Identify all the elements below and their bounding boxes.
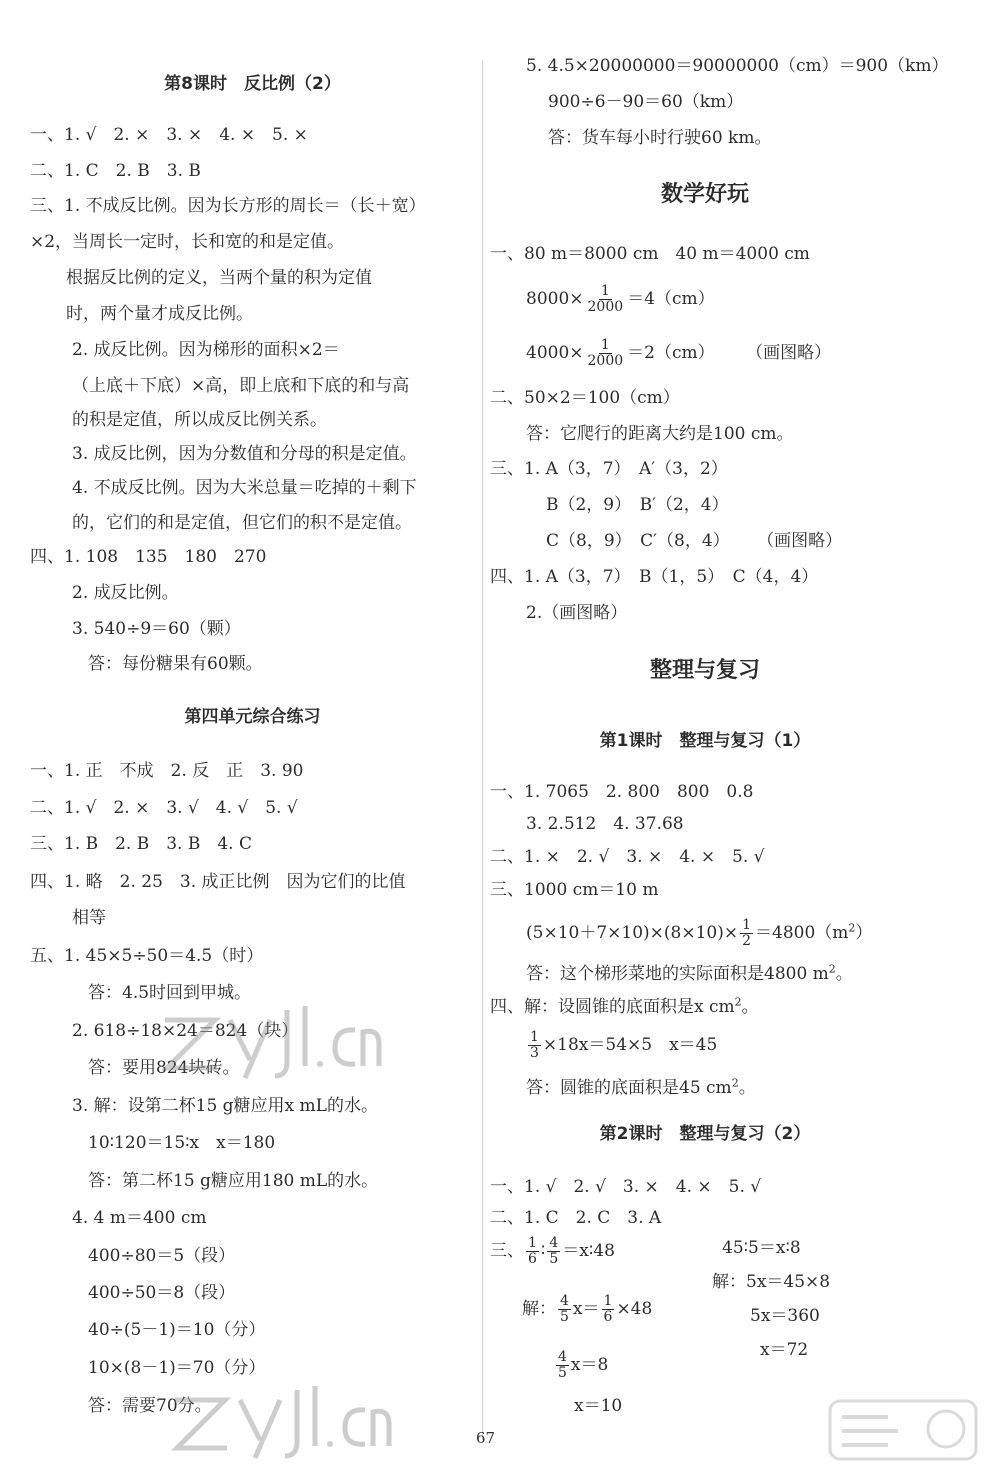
l8-q3-2b: （上底＋下底）×高，即上底和下底的和与高 xyxy=(72,376,410,396)
u4-q5-1-answer: 答：4.5时回到甲城。 xyxy=(88,983,252,1003)
l8-q4-1: 四、1. 108 135 180 270 xyxy=(30,547,267,567)
r2-q1: 一、1. √ 2. √ 3. × 4. × 5. √ xyxy=(490,1177,762,1197)
l8-q3-3: 3. 成反比例，因为分数值和分母的积是定值。 xyxy=(72,444,417,464)
u4-q5-4-answer: 答：需要70分。 xyxy=(88,1396,212,1416)
r2-q3-b-step2: 5x＝360 xyxy=(750,1306,820,1326)
l8-q3-4a: 4. 不成反比例。因为大米总量＝吃掉的＋剩下 xyxy=(72,478,417,498)
l8-q3-1b: ×2，当周长一定时，长和宽的和是定值。 xyxy=(30,232,345,252)
review-lesson2-heading: 第2课时 整理与复习（2） xyxy=(599,1124,811,1144)
l8-q3-1d: 时，两个量才成反比例。 xyxy=(66,304,253,324)
l8-q1: 一、1. √ 2. × 3. × 4. × 5. × xyxy=(30,125,308,145)
l8-q4-3-answer: 答：每份糖果有60颗。 xyxy=(88,654,263,674)
u4-q5-4c: 40÷(5－1)＝10（分） xyxy=(88,1320,266,1340)
fraction-1-3: $\frac{1}{3}$ xyxy=(530,1029,539,1061)
u4-q3: 三、1. B 2. B 3. B 4. C xyxy=(30,834,252,854)
fraction-1-2000: $\frac{1}{2000}$ xyxy=(587,337,624,369)
l8-q4-3: 3. 540÷9＝60（颗） xyxy=(72,619,241,639)
r1-q4: 四、解：设圆锥的底面积是x $cm^2$。 xyxy=(490,995,759,1017)
r2-q3-b-step3: x＝72 xyxy=(760,1340,809,1360)
fraction-4-5: $\frac{4}{5}$ xyxy=(558,1349,567,1381)
u4-q5-2-answer: 答：要用824块砖。 xyxy=(88,1058,240,1078)
r2-q3-step1: 解： $\frac{4}{5}$ x＝ $\frac{1}{6}$ ×48 xyxy=(522,1293,653,1325)
r1-q4-eq: $\frac{1}{3}$ ×18x＝54×5 x＝45 xyxy=(530,1029,718,1061)
r2-q3-b: 45∶5＝x∶8 xyxy=(722,1238,801,1258)
unit4-heading: 第四单元综合练习 xyxy=(184,707,321,727)
fun-q4-2: 2.（画图略） xyxy=(526,603,628,623)
r-q5-answer: 答：货车每小时行驶60 km。 xyxy=(548,128,772,148)
page-number: 67 xyxy=(476,1429,496,1447)
u4-q1: 一、1. 正 不成 2. 反 正 3. 90 xyxy=(30,761,304,781)
l8-q2: 二、1. C 2. B 3. B xyxy=(30,161,201,181)
l8-q3-1c: 根据反比例的定义，当两个量的积为定值 xyxy=(66,268,372,288)
u4-q5-1: 五、1. 45×5÷50＝4.5（时） xyxy=(30,946,264,966)
u4-q4a: 四、1. 略 2. 25 3. 成正比例 因为它们的比值 xyxy=(30,872,406,892)
r2-q3-a: 三、 $\frac{1}{6}$ ∶ $\frac{4}{5}$ ＝x∶48 xyxy=(490,1235,615,1267)
column-divider xyxy=(482,60,483,1440)
fun-q3-1c: C（8，9） C′（8，4） （画图略） xyxy=(546,531,843,551)
fraction-4-5: $\frac{4}{5}$ xyxy=(549,1235,559,1267)
l8-q4-2: 2. 成反比例。 xyxy=(72,583,179,603)
r2-q2: 二、1. C 2. C 3. A xyxy=(490,1208,662,1228)
r1-q1b: 3. 2.512 4. 37.68 xyxy=(526,814,684,834)
u4-q2: 二、1. √ 2. × 3. √ 4. √ 5. √ xyxy=(30,798,298,818)
u4-q5-4b: 400÷50＝8（段） xyxy=(88,1283,236,1303)
fun-q3-1a: 三、1. A（3，7） A′（3，2） xyxy=(490,459,728,479)
l8-q3-2c: 的积是定值，所以成反比例关系。 xyxy=(72,410,327,430)
fraction-4-5: $\frac{4}{5}$ xyxy=(560,1293,569,1325)
r1-q3-answer: 答：这个梯形菜地的实际面积是4800 $m^2$。 xyxy=(526,962,853,984)
u4-q5-3-eq: 10∶120＝15∶x x＝180 xyxy=(88,1133,276,1153)
l8-q3-4b: 的，它们的和是定值，但它们的积不是定值。 xyxy=(72,513,412,533)
lesson8-heading: 第8课时 反比例（2） xyxy=(164,74,341,94)
watermark-logo-icon xyxy=(828,1395,978,1465)
fun-q1b: 4000× $\frac{1}{2000}$ ＝2（cm） （画图略） xyxy=(526,337,832,369)
u4-q5-3: 3. 解：设第二杯15 g糖应用x mL的水。 xyxy=(72,1096,378,1116)
r1-q3: 三、1000 cm＝10 m xyxy=(490,880,659,900)
fun-q2-answer: 答：它爬行的距离大约是100 cm。 xyxy=(526,424,794,444)
r-q5b: 900÷6－90＝60（km） xyxy=(548,92,744,112)
fun-q1a: 8000× $\frac{1}{2000}$ ＝4（cm） xyxy=(526,283,715,315)
fraction-1-2: $\frac{1}{2}$ xyxy=(742,917,752,949)
fun-math-heading: 数学好玩 xyxy=(660,182,749,207)
u4-q5-4: 4. 4 m＝400 cm xyxy=(72,1208,207,1228)
l8-q3-1a: 三、1. 不成反比例。因为长方形的周长＝（长＋宽） xyxy=(30,196,426,216)
l8-q3-2a: 2. 成反比例。因为梯形的面积×2＝ xyxy=(72,340,340,360)
r1-q1a: 一、1. 7065 2. 800 800 0.8 xyxy=(490,782,754,802)
u4-q5-4d: 10×(8－1)＝70（分） xyxy=(88,1358,266,1378)
watermark-zyjl-icon xyxy=(155,1000,385,1080)
fun-q1: 一、80 m＝8000 cm 40 m＝4000 cm xyxy=(490,244,810,264)
u4-q4b: 相等 xyxy=(72,908,106,928)
fraction-1-6: $\frac{1}{6}$ xyxy=(603,1293,613,1325)
r-q5: 5. 4.5×20000000＝90000000（cm）＝900（km） xyxy=(526,56,949,76)
fun-q3-1b: B（2，9） B′（2，4） xyxy=(546,495,729,515)
r1-q4-answer: 答：圆锥的底面积是45 $cm^2$。 xyxy=(526,1076,756,1098)
review-lesson1-heading: 第1课时 整理与复习（1） xyxy=(599,731,811,751)
fun-q4-1: 四、1. A（3，7） B（1，5） C（4，4） xyxy=(490,567,819,587)
r1-q2: 二、1. × 2. √ 3. × 4. × 5. √ xyxy=(490,847,765,867)
u4-q5-3-answer: 答：第二杯15 g糖应用180 mL的水。 xyxy=(88,1171,379,1191)
fraction-1-2000: $\frac{1}{2000}$ xyxy=(587,283,624,315)
watermark-zyjl-icon-2 xyxy=(165,1380,395,1460)
r1-q3-eq: (5×10＋7×10)×(8×10)× $\frac{1}{2}$ $=4800(m^2)$ xyxy=(526,917,873,949)
u4-q5-4a: 400÷80＝5（段） xyxy=(88,1246,236,1266)
r2-q3-b-step1: 解：5x＝45×8 xyxy=(712,1272,831,1292)
r2-q3-step2: $\frac{4}{5}$ x＝8 xyxy=(558,1349,609,1381)
fraction-1-6: $\frac{1}{6}$ xyxy=(528,1235,537,1267)
u4-q5-2: 2. 618÷18×24＝824（块） xyxy=(72,1021,299,1041)
review-heading: 整理与复习 xyxy=(649,658,760,683)
r2-q3-step3: x＝10 xyxy=(574,1396,623,1416)
fun-q2: 二、50×2＝100（cm） xyxy=(490,388,680,408)
